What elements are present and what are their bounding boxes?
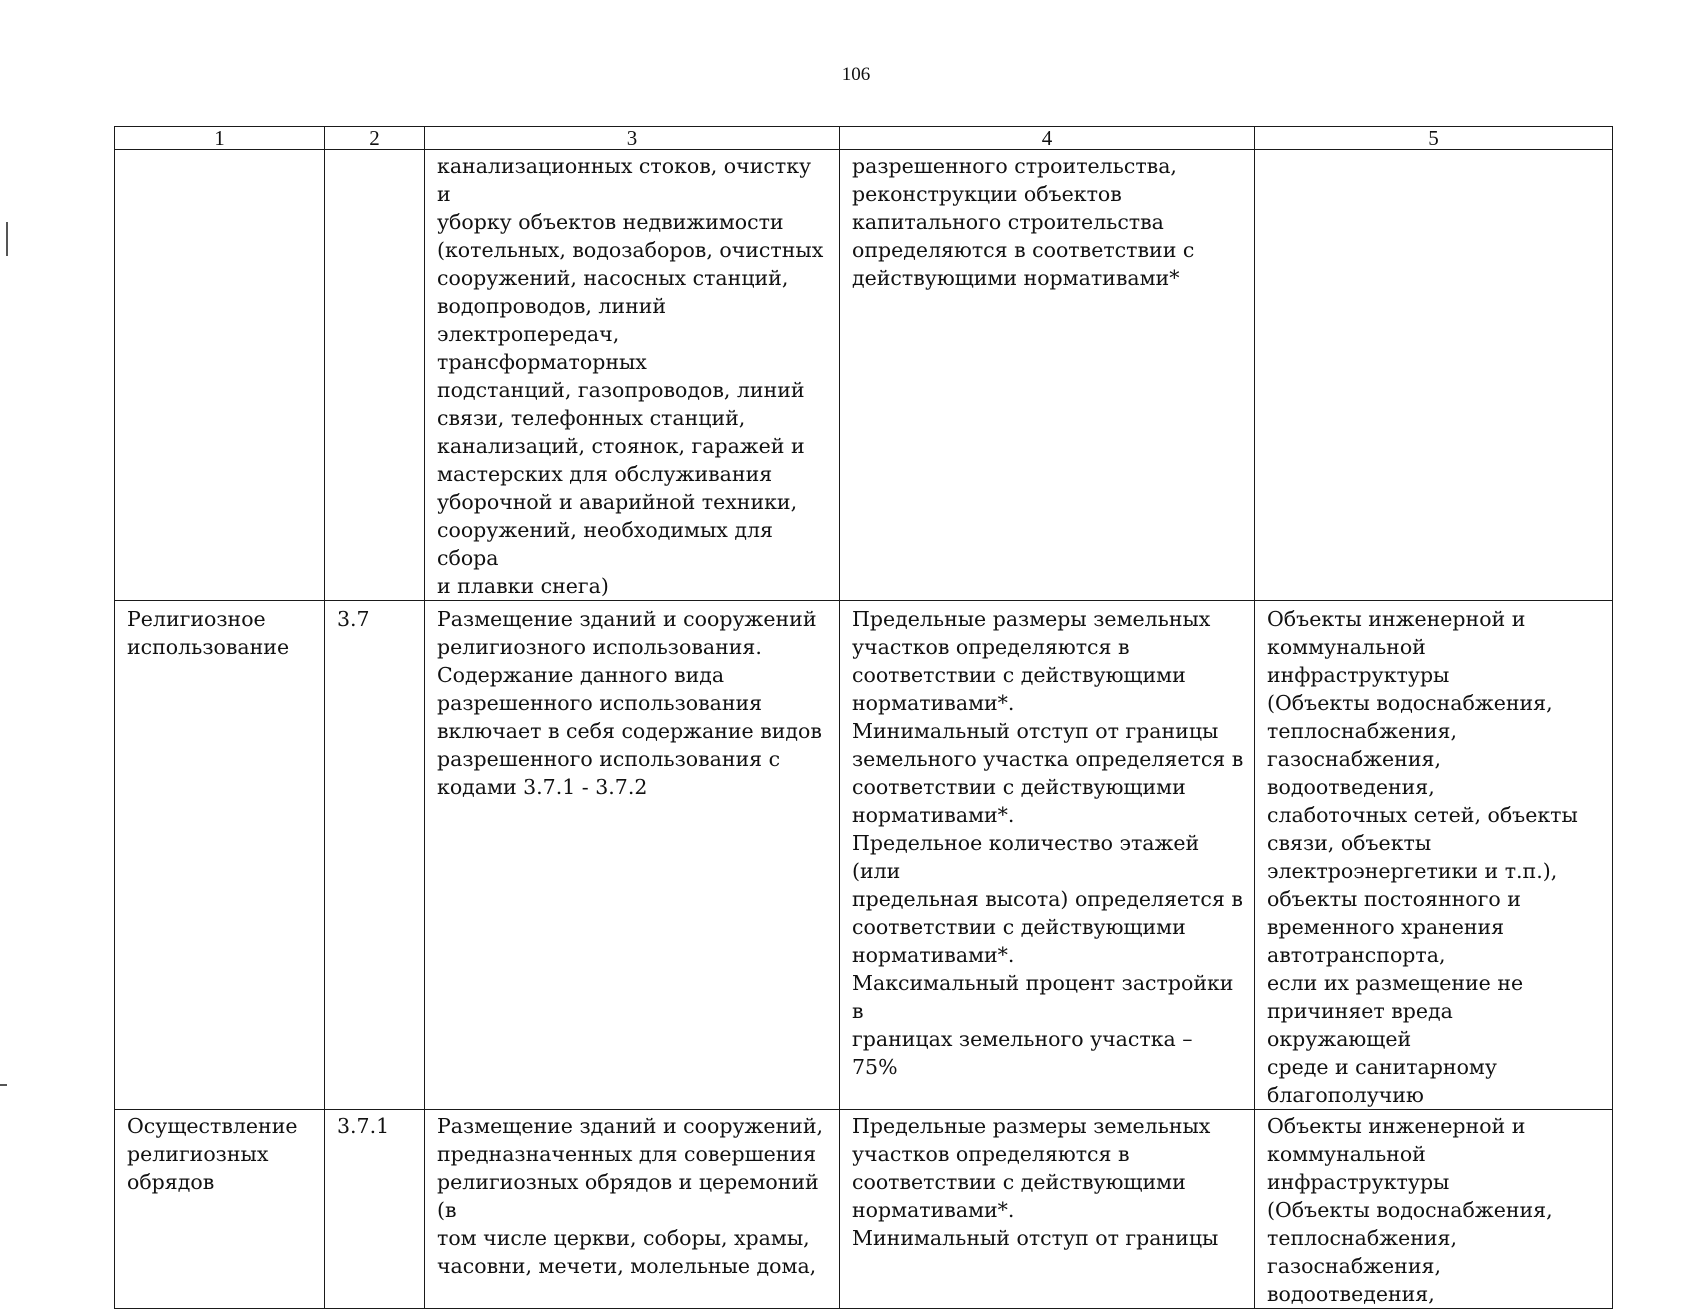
use-description: канализационных стоков, очистку и уборку объектов недвижимости (котельных, водозаборов, очистных сооружений, насосных станций, водопроводов, линий электропередач, трансформаторных подстанций, газопроводов, линий связи, телефонных станций, канализаций, стоянок, гаражей и мастерских для обслуживания уборочной и аварийной техники, сооружений, необходимых для сбора и плавки снега) — [437, 154, 824, 598]
use-code: 3.7 — [337, 607, 370, 631]
column-header-4: 4 — [840, 127, 1255, 150]
auxiliary-uses-cell — [1255, 601, 1613, 1110]
use-name: Осуществление религиозных обрядов — [127, 1114, 298, 1194]
use-description: Размещение зданий и сооружений, предназначенных для совершения религиозных обрядов и церемоний (в том числе церкви, соборы, храмы, часовни, мечети, молельные дома, — [437, 1114, 823, 1278]
table-row — [115, 601, 1613, 1110]
auxiliary-uses-cell — [1255, 1110, 1613, 1309]
auxiliary-uses-cell — [1255, 150, 1613, 601]
use-code-cell — [325, 601, 425, 1110]
table-header-row — [115, 127, 1613, 150]
scan-artifact-mark — [0, 1084, 7, 1086]
scan-artifact-mark — [6, 222, 8, 256]
column-header-2: 2 — [325, 127, 425, 150]
use-description-cell — [425, 150, 840, 601]
use-code-cell — [325, 1110, 425, 1309]
use-description-cell — [425, 1110, 840, 1309]
use-name: Религиозное использование — [127, 607, 290, 659]
column-header-1: 1 — [115, 127, 325, 150]
use-parameters-cell — [840, 150, 1255, 601]
page-number: 106 — [841, 64, 871, 85]
use-code: 3.7.1 — [337, 1114, 390, 1138]
use-description: Размещение зданий и сооружений религиозного использования. Содержание данного вида разрешенного использования включает в себя содержание видов разрешенного использования с кодами 3.7.1 - 3.7.2 — [437, 607, 822, 799]
use-description-cell — [425, 601, 840, 1110]
use-name-cell — [115, 601, 325, 1110]
land-use-table — [114, 126, 1613, 1309]
use-parameters-cell — [840, 1110, 1255, 1309]
table-row — [115, 150, 1613, 601]
use-code-cell — [325, 150, 425, 601]
column-header-3: 3 — [425, 127, 840, 150]
auxiliary-uses: Объекты инженерной и коммунальной инфраструктуры (Объекты водоснабжения, теплоснабжения, газоснабжения, водоотведения, — [1267, 1114, 1553, 1306]
use-name-cell — [115, 150, 325, 601]
table-row — [115, 1110, 1613, 1309]
use-parameters: разрешенного строительства, реконструкции объектов капитального строительства определяются в соответствии с действующими нормативами* — [852, 154, 1195, 290]
use-parameters: Предельные размеры земельных участков определяются в соответствии с действующими нормативами*. Минимальный отступ от границы земельного участка определяется в соответствии с действующими нормативами*. Предельное количество этажей (или предельная высота) определяется в соответствии с действующими нормативами*. Максимальный процент застройки в границах земельного участка – 75% — [852, 607, 1244, 1079]
use-parameters-cell — [840, 601, 1255, 1110]
auxiliary-uses: Объекты инженерной и коммунальной инфраструктуры (Объекты водоснабжения, теплоснабжения, газоснабжения, водоотведения, слаботочных сетей, объекты связи, объекты электроэнергетики и т.п.), объекты постоянного и временного хранения автотранспорта, если их размещение не причиняет вреда окружающей среде и санитарному благополучию — [1267, 607, 1578, 1107]
use-name-cell — [115, 1110, 325, 1309]
column-header-5: 5 — [1255, 127, 1613, 150]
use-parameters: Предельные размеры земельных участков определяются в соответствии с действующими нормативами*. Минимальный отступ от границы — [852, 1114, 1219, 1250]
